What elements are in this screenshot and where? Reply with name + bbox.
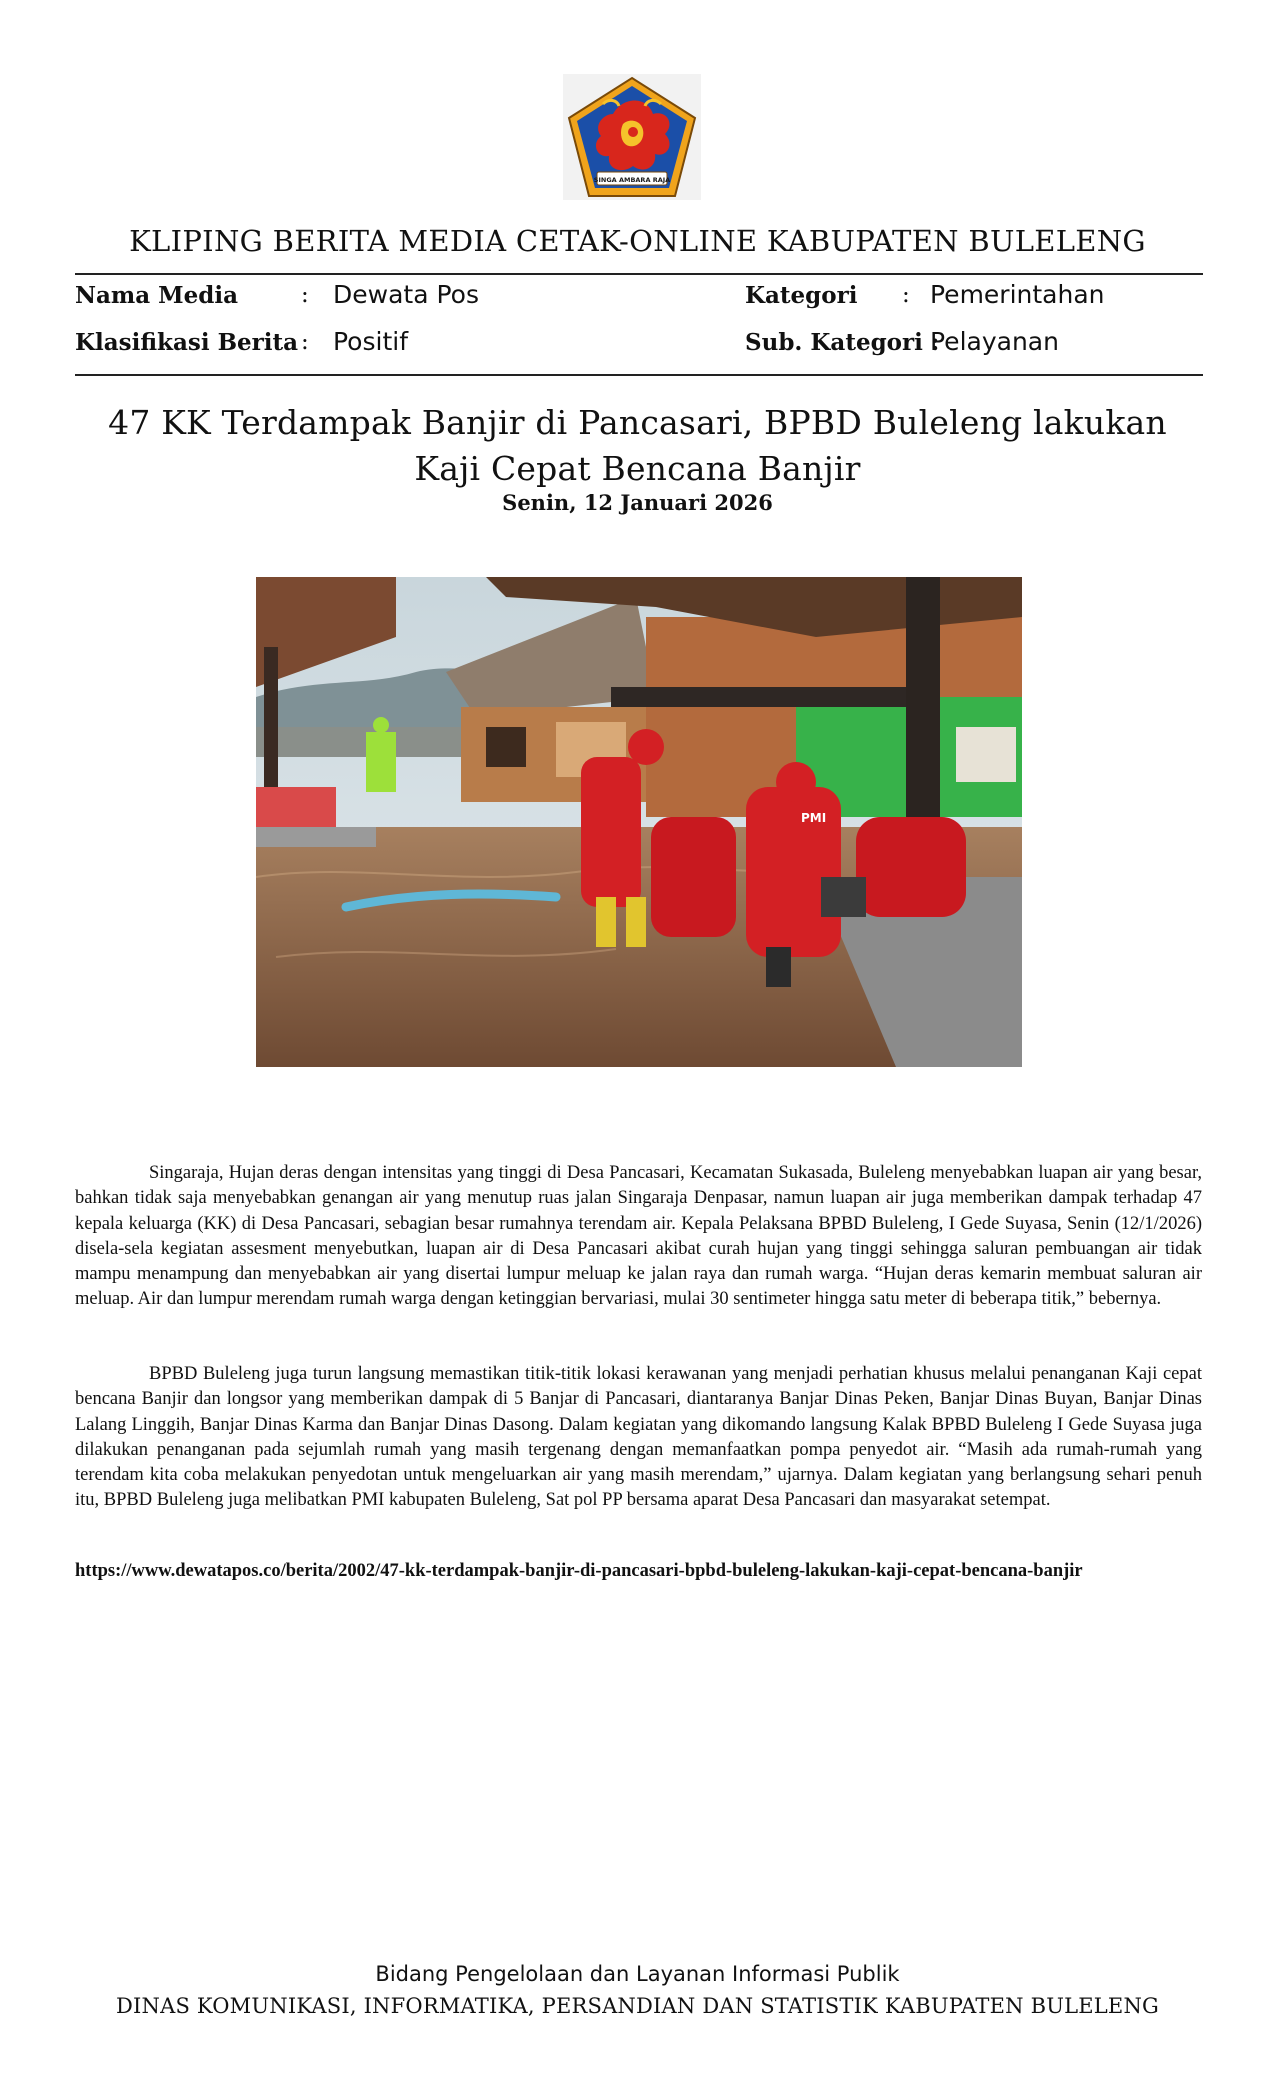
nama-media-colon: : — [301, 282, 309, 308]
klasifikasi-berita-value: Positif — [333, 327, 408, 356]
footer-department-title: DINAS KOMUNIKASI, INFORMATIKA, PERSANDIAN DAN STATISTIK KABUPATEN BULELENG — [115, 1994, 1159, 2018]
article-date: Senin, 12 Januari 2026 — [502, 490, 773, 515]
pmi-uniform-badge: PMI — [801, 811, 827, 825]
kategori-value: Pemerintahan — [930, 280, 1105, 309]
headline-line-1: 47 KK Terdampak Banjir di Pancasari, BPBD Buleleng lakukan — [108, 403, 1167, 442]
article-paragraph-2: BPBD Buleleng juga turun langsung memastikan titik-titik lokasi kerawanan yang menjadi perhatian khusus melalui penanganan Kaji cepat bencana Banjir dan longsor yang memberikan dampak di 5 Banjar di Pancasari, diantaranya Banjar Dinas Peken, Banjar Dinas Buyan, Banjar Dinas Lalang Linggih, Banjar Dinas Karma dan Banjar Dinas Dasong. Dalam kegiatan yang dikomando langsung Kalak BPBD Buleleng I Gede Suyasa juga dilakukan penanganan pada sejumlah rumah yang masih tergenang dengan memanfaatkan pompa penyedot air. “Masih ada rumah-rumah yang terendam kita coba melakukan penyedotan untuk mengeluarkan air yang masih merendam,” ujarnya. Dalam kegiatan yang berlangsung sehari penuh itu, BPBD Buleleng juga melibatkan PMI kabupaten Buleleng, Sat pol PP bersama aparat Desa Pancasari dan masyarakat setempat. — [75, 1364, 1202, 1511]
article-paragraph-1: Singaraja, Hujan deras dengan intensitas yang tinggi di Desa Pancasari, Kecamatan Sukasada, Buleleng menyebabkan luapan air yang besar, bahkan tidak saja menyebabkan genangan air yang menutup ruas jalan Singaraja Denpasar, namun luapan air juga memberikan dampak terhadap 47 kepala keluarga (KK) di Desa Pancasari, sebagian besar rumahnya terendam air. Kepala Pelaksana BPBD Buleleng, I Gede Suyasa, Senin (12/1/2026) disela-sela kegiatan assesment menyebutkan, luapan air di Desa Pancasari akibat curah hujan yang tinggi sehingga saluran pembuangan air tidak mampu menampung dan menyebabkan air yang disertai lumpur meluap ke jalan raya dan rumah warga. “Hujan deras kemarin membuat saluran air meluap. Air dan lumpur merendam rumah warga dengan ketinggian bervariasi, mulai 30 sentimeter hingga satu meter di beberapa titik,” bebernya. — [75, 1163, 1202, 1310]
footer-subtitle: Bidang Pengelolaan dan Layanan Informasi Publik — [375, 1962, 900, 1986]
flood-photo — [256, 577, 1022, 1067]
klasifikasi-berita-label: Klasifikasi Berita — [75, 329, 299, 356]
headline-line-2: Kaji Cepat Bencana Banjir — [414, 449, 861, 488]
nama-media-label: Nama Media — [75, 282, 238, 309]
buleleng-emblem-logo — [563, 74, 701, 200]
klasifikasi-berita-colon: : — [301, 329, 309, 355]
kategori-label: Kategori — [745, 282, 858, 309]
kategori-colon: : — [902, 282, 910, 308]
header-divider-top — [75, 273, 1203, 275]
clipping-header-title: KLIPING BERITA MEDIA CETAK-ONLINE KABUPATEN BULELENG — [129, 224, 1146, 258]
article-headline — [100, 400, 1175, 492]
logo-banner-text: SINGA AMBARA RAJA — [593, 176, 671, 184]
nama-media-value: Dewata Pos — [333, 280, 479, 309]
article-source-link[interactable]: https://www.dewatapos.co/berita/2002/47-kk-terdampak-banjir-di-pancasari-bpbd-buleleng-lakukan-kaji-cepat-bencana-banjir — [75, 1561, 1083, 1581]
sub-kategori-value: Pelayanan — [930, 327, 1059, 356]
sub-kategori-label: Sub. Kategori : — [745, 329, 940, 356]
header-divider-bottom — [75, 374, 1203, 376]
